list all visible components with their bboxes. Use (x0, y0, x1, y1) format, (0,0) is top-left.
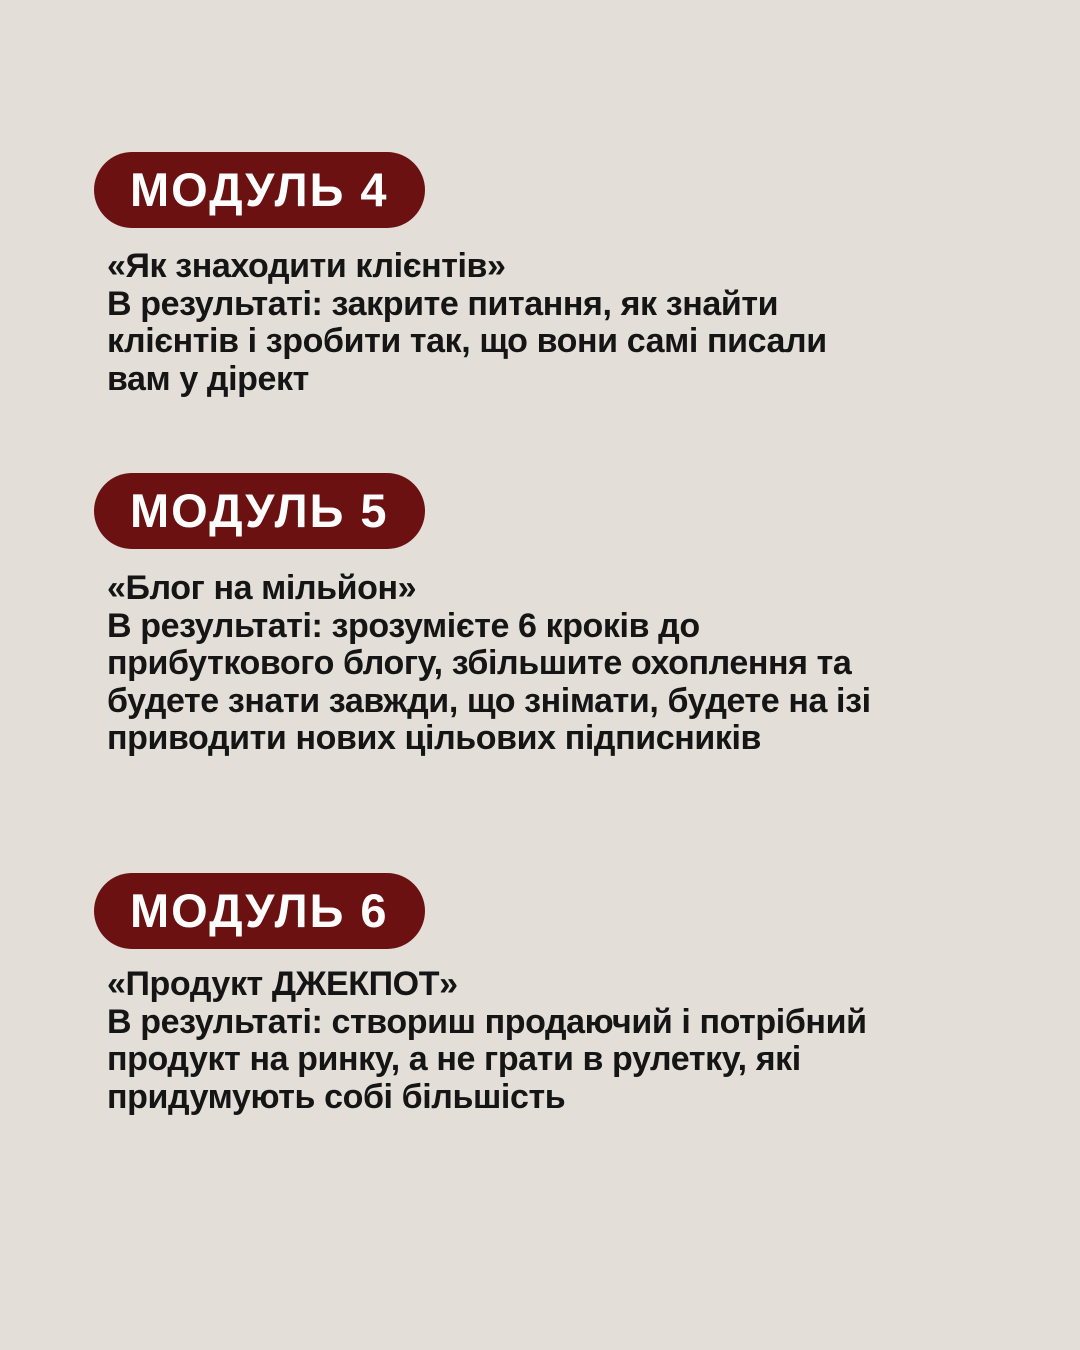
module-4-title: «Як знаходити клієнтів» (107, 247, 506, 285)
module-6-badge (94, 873, 425, 949)
module-5-title: «Блог на мільйон» (107, 569, 417, 607)
module-4-result-line: вам у дірект (107, 359, 309, 398)
module-6-description (107, 966, 867, 1116)
module-5-badge-label: МОДУЛЬ 5 (130, 484, 389, 537)
module-6-result-line: продукт на ринку, а не грати в рулетку, які (107, 1040, 801, 1078)
module-6-result-line: придумують собі більшість (107, 1077, 566, 1116)
module-5-result-line: прибуткового блогу, збільшите охоплення та (107, 644, 852, 682)
module-6-result-line: В результаті: створиш продаючий і потрібний (107, 1002, 867, 1041)
module-4-result-line: клієнтів і зробити так, що вони самі писали (107, 322, 827, 360)
module-5-result-line: будете знати завжди, що знімати, будете на ізі (107, 681, 871, 720)
module-4-badge (94, 152, 425, 228)
module-6-title: «Продукт ДЖЕКПОТ» (107, 965, 458, 1003)
module-6-badge-label: МОДУЛЬ 6 (130, 884, 389, 937)
module-5-result-line: В результаті: зрозумієте 6 кроків до (107, 606, 700, 645)
module-4-description (107, 248, 827, 398)
module-4-badge-label: МОДУЛЬ 4 (130, 163, 389, 216)
module-5-description (107, 570, 871, 758)
module-5-badge (94, 473, 425, 549)
module-4-result-line: В результаті: закрите питання, як знайти (107, 284, 779, 323)
module-5-result-line: приводити нових цільових підписників (107, 719, 762, 757)
